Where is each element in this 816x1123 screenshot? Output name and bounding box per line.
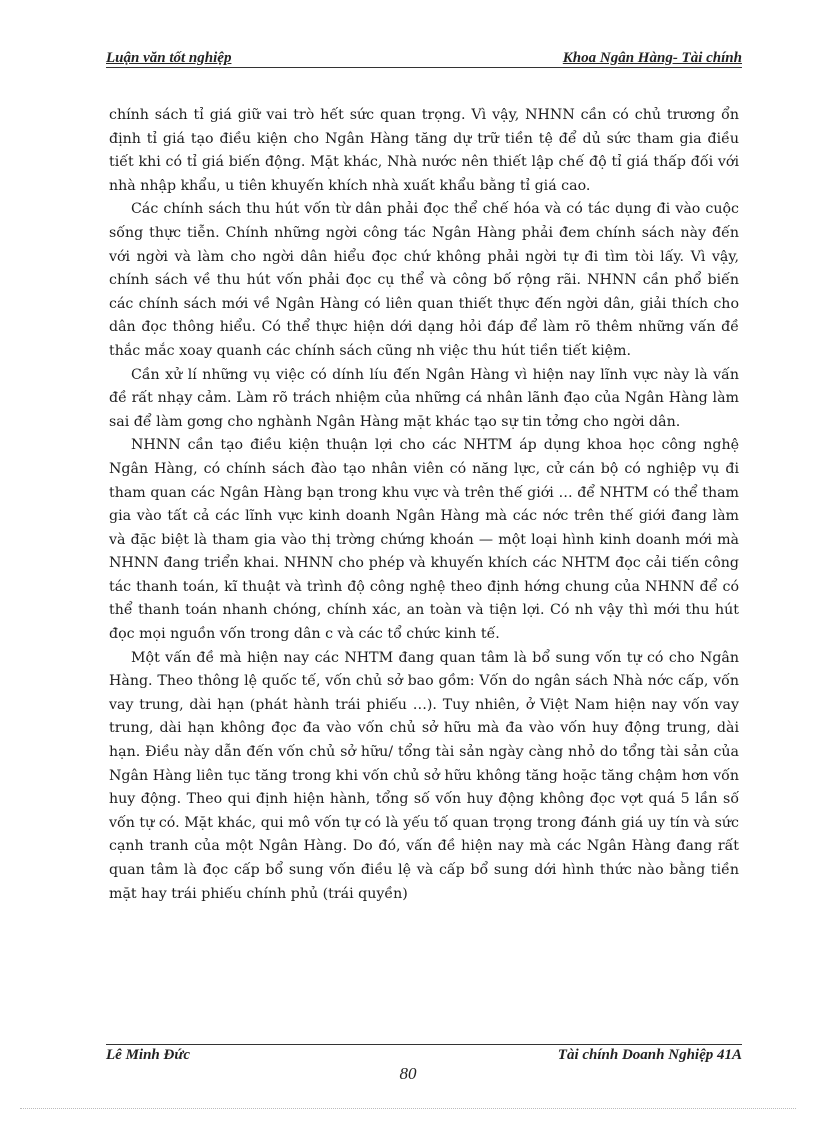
- footer-author: Lê Minh Đức: [106, 1047, 190, 1063]
- paragraph: chính sách tỉ giá giữ vai trò hết sức quan trọng. Vì vậy, NHNN cần có chủ trương ổn định tỉ giá tạo điều kiện cho Ngân Hàng tăng dự trữ tiền tệ để dủ sức tham gia điều tiết khi có tỉ giá biến động. Mặt khác, Nhà nước nên thiết lập chế độ tỉ giá thấp đối với nhà nhập khẩu, u tiên khuyến khích nhà xuất khẩu bằng tỉ giá cao.: [109, 107, 739, 194]
- header-title: Luận văn tốt nghiệp: [106, 50, 232, 66]
- page-number: 80: [399, 1064, 417, 1083]
- header-department: Khoa Ngân Hàng- Tài chính: [562, 50, 742, 66]
- page-header: [106, 50, 742, 68]
- bottom-border: [20, 1108, 796, 1109]
- paragraph: NHNN cần tạo điều kiện thuận lợi cho các NHTM áp dụng khoa học công nghệ Ngân Hàng, có chính sách đào tạo nhân viên có năng lực, cử cán bộ có nghiệp vụ đi tham quan các Ngân Hàng bạn trong khu vực và trên thế giới … để NHTM có thể tham gia vào tất cả các lĩnh vực kinh doanh Ngân Hàng mà các nớc trên thế giới đang làm và đặc biệt là tham gia vào thị trờng chứng khoán — một loại hình kinh doanh mới mà NHNN đang triển khai. NHNN cho phép và khuyến khích các NHTM đọc cải tiến công tác thanh toán, kĩ thuật và trình độ công nghệ theo định hớng chung của NHNN để có thể thanh toán nhanh chóng, chính xác, an toàn và tiện lợi. Có nh vậy thì mới thu hút đọc mọi nguồn vốn trong dân c và các tổ chức kinh tế.: [109, 437, 739, 643]
- footer-class: Tài chính Doanh Nghiệp 41A: [557, 1047, 742, 1063]
- header-divider: [106, 67, 742, 68]
- paragraph: Một vấn đề mà hiện nay các NHTM đang quan tâm là bổ sung vốn tự có cho Ngân Hàng. Theo thông lệ quốc tế, vốn chủ sở bao gồm: Vốn do ngân sách Nhà nớc cấp, vốn vay trung, dài hạn (phát hành trái phiếu …). Tuy nhiên, ở Việt Nam hiện nay vốn vay trung, dài hạn không đọc đa vào vốn chủ sở hữu mà đa vào vốn huy động trung, dài hạn. Điều này dẫn đến vốn chủ sở hữu/ tổng tài sản ngày càng nhỏ do tổng tài sản của Ngân Hàng liên tục tăng trong khi vốn chủ sở hữu không tăng hoặc tăng chậm hơn vốn huy động. Theo qui định hiện hành, tổng số vốn huy động không đọc vợt quá 5 lần số vốn tự có. Mặt khác, qui mô vốn tự có là yếu tố quan trọng trong đánh giá uy tín và sức cạnh tranh của một Ngân Hàng. Do đó, vấn đề hiện nay mà các Ngân Hàng đang rất quan tâm là đọc cấp bổ sung vốn điều lệ và cấp bổ sung dới hình thức nào bằng tiền mặt hay trái phiếu chính phủ (trái quyền): [109, 649, 739, 902]
- paragraph: Các chính sách thu hút vốn từ dân phải đọc thể chế hóa và có tác dụng đi vào cuộc sống thực tiễn. Chính những ngời công tác Ngân Hàng phải đem chính sách này đến với ngời và làm cho ngời dân hiểu đọc chứ không phải ngời tự đi tìm tòi lấy. Vì vậy, chính sách về thu hút vốn phải đọc cụ thể và công bố rộng rãi. NHNN cần phổ biến các chính sách mới về Ngân Hàng có liên quan thiết thực đến ngời dân, giải thích cho dân đọc thông hiểu. Có thể thực hiện dới dạng hỏi đáp để làm rõ thêm những vấn đề thắc mắc xoay quanh các chính sách cũng nh việc thu hút tiền tiết kiệm.: [109, 201, 739, 359]
- body-text: [109, 104, 739, 906]
- paragraph: Cần xử lí những vụ việc có dính líu đến Ngân Hàng vì hiện nay lĩnh vực này là vấn đề rất nhạy cảm. Làm rõ trách nhiệm của những cá nhân lãnh đạo của Ngân Hàng làm sai để làm gơng cho nghành Ngân Hàng mặt khác tạo sự tin tởng cho ngời dân.: [109, 366, 739, 430]
- footer-divider: [106, 1044, 742, 1045]
